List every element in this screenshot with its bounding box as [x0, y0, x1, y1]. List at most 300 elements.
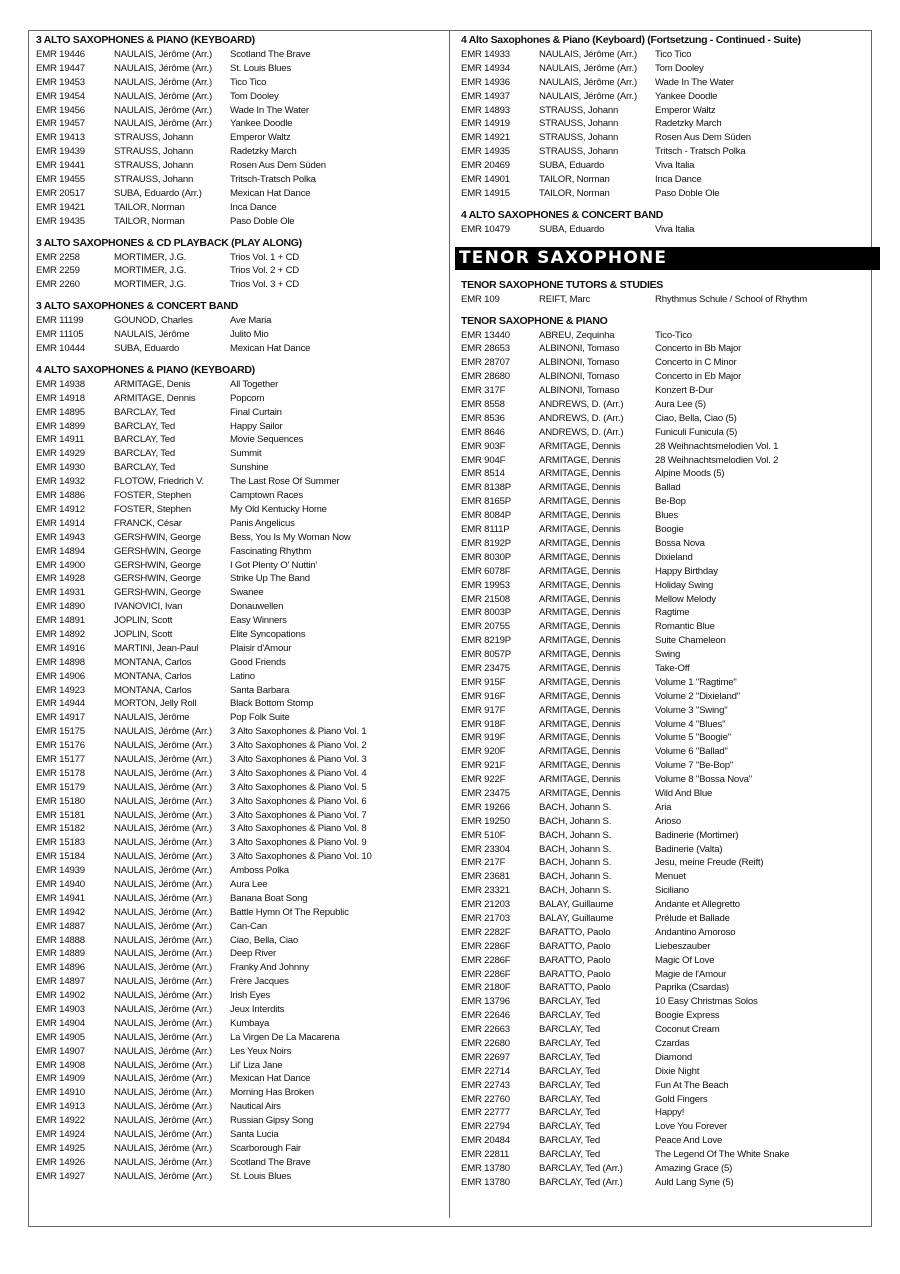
catalog-number: EMR 14903	[36, 1004, 85, 1015]
composer-name: ANDREWS, D. (Arr.)	[539, 412, 624, 424]
catalog-number: EMR 8165P	[461, 496, 511, 508]
catalog-entry	[36, 104, 441, 118]
catalog-entry	[36, 572, 441, 586]
catalog-number: EMR 28653	[461, 343, 510, 355]
piece-title: Viva Italia	[655, 223, 695, 235]
catalog-entry	[461, 1023, 871, 1037]
composer-name: STRAUSS, Johann	[114, 132, 194, 144]
catalog-number: EMR 8084P	[461, 510, 511, 522]
catalog-entry	[36, 947, 441, 961]
catalog-entry	[461, 76, 871, 90]
catalog-entry	[36, 934, 441, 948]
catalog-number: EMR 22811	[461, 1149, 510, 1161]
piece-title: Trios Vol. 1 + CD	[230, 251, 300, 263]
composer-name: ARMITAGE, Dennis	[539, 468, 621, 480]
piece-title: Tom Dooley	[655, 62, 704, 74]
composer-name: FRANCK, César	[114, 517, 182, 529]
piece-title: 3 Alto Saxophones & Piano Vol. 5	[230, 781, 367, 793]
catalog-entry	[461, 1106, 871, 1120]
piece-title: Dixieland	[655, 551, 693, 563]
composer-name: MARTINI, Jean-Paul	[114, 642, 199, 654]
catalog-number: EMR 14897	[36, 976, 85, 988]
catalog-entry	[461, 551, 871, 565]
composer-name: ALBINONI, Tomaso	[539, 343, 620, 355]
catalog-number: EMR 14912	[36, 503, 85, 515]
composer-name: NAULAIS, Jérôme (Arr.)	[114, 753, 212, 765]
piece-title: 3 Alto Saxophones & Piano Vol. 1	[230, 726, 367, 738]
composer-name: NAULAIS, Jérôme (Arr.)	[114, 104, 212, 116]
piece-title: Franky And Johnny	[230, 962, 309, 974]
catalog-number: EMR 11105	[36, 329, 84, 341]
piece-title: Wade In The Water	[230, 104, 309, 116]
piece-title: Trios Vol. 2 + CD	[230, 265, 300, 277]
piece-title: Plaisir d'Amour	[230, 642, 292, 654]
catalog-entry	[36, 1156, 441, 1170]
catalog-number: EMR 14910	[36, 1087, 85, 1099]
composer-name: NAULAIS, Jérôme (Arr.)	[114, 1101, 212, 1113]
catalog-number: EMR 19441	[36, 160, 85, 172]
piece-title: Volume 2 "Dixieland"	[655, 690, 740, 702]
piece-title: Volume 5 "Boogie"	[655, 732, 731, 744]
catalog-entry	[36, 545, 441, 559]
catalog-entry	[36, 173, 441, 187]
catalog-number: EMR 14940	[36, 878, 85, 890]
catalog-number: EMR 915F	[461, 676, 506, 688]
piece-title: Coconut Cream	[655, 1024, 720, 1036]
piece-title: Wade In The Water	[655, 76, 734, 88]
catalog-number: EMR 919F	[461, 732, 506, 744]
piece-title: Camptown Races	[230, 490, 303, 502]
piece-title: Menuet	[655, 871, 686, 883]
catalog-number: EMR 19953	[461, 579, 510, 591]
catalog-entry	[36, 836, 441, 850]
catalog-entry	[461, 131, 871, 145]
catalog-number: EMR 14933	[461, 49, 510, 60]
catalog-number: EMR 22794	[461, 1121, 510, 1133]
catalog-number: EMR 2286F	[461, 940, 511, 952]
catalog-number: EMR 14927	[36, 1170, 85, 1182]
composer-name: ARMITAGE, Dennis	[114, 392, 196, 404]
catalog-number: EMR 8030P	[461, 551, 511, 563]
catalog-entry	[36, 961, 441, 975]
catalog-entry	[36, 1114, 441, 1128]
composer-name: NAULAIS, Jérôme (Arr.)	[114, 781, 212, 793]
piece-title: Ciao, Bella, Ciao (5)	[655, 412, 737, 424]
catalog-number: EMR 8558	[461, 399, 505, 411]
catalog-entry	[461, 981, 871, 995]
catalog-number: EMR 20469	[461, 160, 510, 172]
catalog-number: EMR 19439	[36, 146, 85, 158]
piece-title: Inca Dance	[655, 174, 702, 186]
composer-name: SUBA, Eduardo	[539, 223, 605, 235]
piece-title: Strike Up The Band	[230, 573, 310, 585]
catalog-number: EMR 21508	[461, 593, 510, 605]
composer-name: TAILOR, Norman	[114, 215, 185, 227]
catalog-number: EMR 19435	[36, 215, 85, 227]
composer-name: MORTIMER, J.G.	[114, 265, 187, 277]
catalog-entry	[36, 1045, 441, 1059]
catalog-entry	[461, 606, 871, 620]
composer-name: MONTANA, Carlos	[114, 684, 192, 696]
catalog-entry	[461, 1148, 871, 1162]
catalog-entry	[36, 1128, 441, 1142]
composer-name: NAULAIS, Jérôme (Arr.)	[114, 795, 212, 807]
composer-name: NAULAIS, Jérôme (Arr.)	[539, 76, 637, 88]
catalog-number: EMR 14891	[36, 615, 85, 627]
catalog-number: EMR 22743	[461, 1079, 510, 1091]
composer-name: MONTANA, Carlos	[114, 670, 192, 682]
composer-name: NAULAIS, Jérôme (Arr.)	[114, 878, 212, 890]
catalog-entry	[36, 864, 441, 878]
composer-name: STRAUSS, Johann	[539, 118, 619, 130]
piece-title: Peace And Love	[655, 1135, 723, 1147]
composer-name: ARMITAGE, Dennis	[539, 635, 621, 647]
catalog-entry	[36, 1086, 441, 1100]
piece-title: Julito Mio	[230, 329, 269, 341]
catalog-entry	[36, 850, 441, 864]
tenor-sections	[461, 279, 871, 1190]
piece-title: Deep River	[230, 948, 276, 960]
catalog-number: EMR 15180	[36, 795, 85, 807]
catalog-number: EMR 510F	[461, 829, 506, 841]
catalog-number: EMR 2259	[36, 265, 80, 277]
catalog-number: EMR 19454	[36, 90, 85, 102]
catalog-entry	[461, 1051, 871, 1065]
catalog-entry	[36, 1003, 441, 1017]
catalog-entry	[461, 370, 871, 384]
catalog-entry	[36, 342, 441, 356]
piece-title: Jeux Interdits	[230, 1004, 285, 1015]
catalog-list	[461, 48, 871, 201]
piece-title: Konzert B-Dur	[655, 385, 714, 397]
catalog-number: EMR 14896	[36, 962, 85, 974]
composer-name: NAULAIS, Jérôme	[114, 712, 190, 724]
catalog-entry	[461, 159, 871, 173]
catalog-number: EMR 15178	[36, 767, 85, 779]
composer-name: MORTON, Jelly Roll	[114, 698, 197, 710]
catalog-number: EMR 22680	[461, 1038, 510, 1049]
catalog-entry	[36, 586, 441, 600]
composer-name: JOPLIN, Scott	[114, 628, 173, 640]
composer-name: BARCLAY, Ted	[539, 1135, 601, 1147]
piece-title: Russian Gipsy Song	[230, 1115, 314, 1127]
composer-name: NAULAIS, Jérôme (Arr.)	[114, 809, 212, 821]
catalog-number: EMR 14904	[36, 1017, 85, 1029]
catalog-entry	[36, 920, 441, 934]
piece-title: Lil' Liza Jane	[230, 1059, 283, 1071]
catalog-entry	[461, 1134, 871, 1148]
piece-title: Irish Eyes	[230, 990, 271, 1002]
section-title: 3 ALTO SAXOPHONES & CD PLAYBACK (PLAY ALONG)	[36, 236, 302, 249]
composer-name: SUBA, Eduardo	[114, 343, 180, 355]
catalog-number: EMR 14916	[36, 642, 85, 654]
composer-name: BACH, Johann S.	[539, 829, 612, 841]
catalog-entry	[461, 495, 871, 509]
piece-title: Fascinating Rhythm	[230, 545, 312, 557]
piece-title: Jesu, meine Freude (Reift)	[655, 857, 764, 869]
catalog-entry	[36, 1100, 441, 1114]
catalog-number: EMR 14892	[36, 628, 85, 640]
piece-title: 28 Weihnachtsmelodien Vol. 1	[655, 440, 779, 452]
composer-name: BACH, Johann S.	[539, 843, 612, 855]
piece-title: Aura Lee (5)	[655, 399, 706, 411]
catalog-number: EMR 22646	[461, 1010, 510, 1022]
piece-title: 3 Alto Saxophones & Piano Vol. 9	[230, 837, 367, 849]
catalog-number: EMR 14944	[36, 698, 85, 710]
piece-title: Panis Angelicus	[230, 517, 295, 529]
catalog-entry	[36, 328, 441, 342]
piece-title: Good Friends	[230, 656, 286, 668]
composer-name: NAULAIS, Jérôme (Arr.)	[114, 1129, 212, 1141]
piece-title: Aria	[655, 801, 672, 813]
piece-title: Volume 8 "Bossa Nova"	[655, 774, 753, 786]
catalog-number: EMR 916F	[461, 690, 506, 702]
composer-name: ARMITAGE, Dennis	[539, 718, 621, 730]
catalog-entry	[461, 342, 871, 356]
piece-title: Yankee Doodle	[655, 90, 718, 102]
piece-title: I Got Plenty O' Nuttin'	[230, 559, 318, 571]
catalog-entry	[461, 426, 871, 440]
catalog-number: EMR 14894	[36, 545, 85, 557]
catalog-entry	[36, 461, 441, 475]
catalog-number: EMR 15181	[36, 809, 85, 821]
composer-name: BARCLAY, Ted	[539, 1051, 601, 1063]
catalog-number: EMR 14931	[36, 587, 85, 599]
catalog-number: EMR 22697	[461, 1051, 510, 1063]
catalog-entry	[36, 1072, 441, 1086]
piece-title: Andantino Amoroso	[655, 926, 736, 938]
catalog-number: EMR 2282F	[461, 926, 511, 938]
catalog-number: EMR 14914	[36, 517, 85, 529]
catalog-number: EMR 8111P	[461, 524, 510, 536]
composer-name: STRAUSS, Johann	[539, 104, 619, 116]
catalog-number: EMR 14919	[461, 118, 510, 130]
catalog-list	[36, 48, 441, 229]
composer-name: BACH, Johann S.	[539, 815, 612, 827]
composer-name: ANDREWS, D. (Arr.)	[539, 399, 624, 411]
composer-name: FOSTER, Stephen	[114, 503, 191, 515]
composer-name: ALBINONI, Tomaso	[539, 357, 620, 369]
catalog-entry	[36, 314, 441, 328]
catalog-number: EMR 19456	[36, 104, 85, 116]
piece-title: Badinerie (Valta)	[655, 843, 723, 855]
catalog-entry	[461, 223, 871, 237]
catalog-entry	[461, 593, 871, 607]
catalog-entry	[36, 475, 441, 489]
catalog-number: EMR 14930	[36, 462, 85, 474]
catalog-entry	[461, 412, 871, 426]
piece-title: Arioso	[655, 815, 681, 827]
catalog-entry	[461, 829, 871, 843]
composer-name: TAILOR, Norman	[114, 201, 185, 213]
catalog-number: EMR 8057P	[461, 649, 511, 661]
catalog-entry	[461, 787, 871, 801]
catalog-entry	[36, 420, 441, 434]
composer-name: IVANOVICI, Ivan	[114, 601, 183, 613]
composer-name: ARMITAGE, Dennis	[539, 662, 621, 674]
catalog-entry	[36, 489, 441, 503]
composer-name: BARCLAY, Ted	[539, 1149, 601, 1161]
composer-name: NAULAIS, Jérôme (Arr.)	[114, 90, 212, 102]
composer-name: ARMITAGE, Dennis	[539, 551, 621, 563]
catalog-number: EMR 8003P	[461, 607, 511, 619]
composer-name: BARCLAY, Ted	[539, 1024, 601, 1036]
composer-name: BARCLAY, Ted	[539, 1107, 601, 1119]
composer-name: JOPLIN, Scott	[114, 615, 173, 627]
composer-name: SUBA, Eduardo (Arr.)	[114, 187, 202, 199]
piece-title: Frère Jacques	[230, 976, 289, 988]
catalog-number: EMR 217F	[461, 857, 506, 869]
catalog-entry	[36, 62, 441, 76]
composer-name: ARMITAGE, Dennis	[539, 704, 621, 716]
catalog-entry	[36, 278, 441, 292]
catalog-entry	[36, 187, 441, 201]
composer-name: GERSHWIN, George	[114, 559, 201, 571]
composer-name: NAULAIS, Jérôme (Arr.)	[114, 892, 212, 904]
composer-name: ARMITAGE, Dennis	[539, 454, 621, 466]
piece-title: Battle Hymn Of The Republic	[230, 906, 349, 918]
piece-title: Paprika (Csardas)	[655, 982, 729, 994]
catalog-number: EMR 15179	[36, 781, 85, 793]
composer-name: NAULAIS, Jérôme (Arr.)	[114, 934, 212, 946]
catalog-entry	[461, 579, 871, 593]
catalog-entry	[461, 1093, 871, 1107]
piece-title: Prélude et Ballade	[655, 912, 730, 924]
catalog-entry	[36, 892, 441, 906]
composer-name: BACH, Johann S.	[539, 857, 612, 869]
catalog-entry	[36, 822, 441, 836]
composer-name: NAULAIS, Jérôme (Arr.)	[114, 920, 212, 932]
piece-title: Rosen Aus Dem Süden	[230, 160, 326, 172]
catalog-number: EMR 15183	[36, 837, 85, 849]
catalog-number: EMR 28680	[461, 371, 510, 383]
composer-name: NAULAIS, Jérôme (Arr.)	[114, 962, 212, 974]
catalog-number: EMR 14899	[36, 420, 85, 432]
catalog-entry	[36, 517, 441, 531]
composer-name: NAULAIS, Jérôme (Arr.)	[114, 865, 212, 877]
catalog-number: EMR 19266	[461, 801, 510, 813]
piece-title: Mexican Hat Dance	[230, 343, 311, 355]
catalog-entry	[461, 926, 871, 940]
composer-name: ALBINONI, Tomaso	[539, 371, 620, 383]
section-title: 4 ALTO SAXOPHONES & PIANO (KEYBOARD)	[36, 363, 255, 376]
catalog-number: EMR 8219P	[461, 635, 511, 647]
composer-name: NAULAIS, Jérôme (Arr.)	[114, 1031, 212, 1043]
piece-title: Holiday Swing	[655, 579, 714, 591]
piece-title: Rhythmus Schule / School of Rhythm	[655, 293, 808, 305]
piece-title: Swanee	[230, 587, 264, 599]
composer-name: ANDREWS, D. (Arr.)	[539, 426, 624, 438]
piece-title: Auld Lang Syne (5)	[655, 1176, 734, 1188]
piece-title: Liebeszauber	[655, 940, 711, 952]
catalog-entry	[461, 384, 871, 398]
piece-title: All Together	[230, 378, 279, 390]
composer-name: BARCLAY, Ted	[539, 1093, 601, 1105]
column-divider	[449, 30, 450, 1218]
composer-name: ARMITAGE, Dennis	[539, 593, 621, 605]
catalog-entry	[36, 117, 441, 131]
catalog-number: EMR 28707	[461, 357, 510, 369]
catalog-number: EMR 14893	[461, 104, 510, 116]
catalog-entry	[36, 76, 441, 90]
catalog-number: EMR 19250	[461, 815, 510, 827]
catalog-number: EMR 14898	[36, 656, 85, 668]
catalog-number: EMR 22777	[461, 1107, 510, 1119]
catalog-number: EMR 8192P	[461, 537, 511, 549]
catalog-number: EMR 14900	[36, 559, 85, 571]
composer-name: NAULAIS, Jérôme (Arr.)	[114, 906, 212, 918]
catalog-entry	[36, 378, 441, 392]
composer-name: NAULAIS, Jérôme (Arr.)	[114, 976, 212, 988]
catalog-entry	[461, 537, 871, 551]
piece-title: Andante et Allegretto	[655, 899, 740, 911]
piece-title: Happy!	[655, 1107, 685, 1119]
catalog-entry	[461, 801, 871, 815]
composer-name: MONTANA, Carlos	[114, 656, 192, 668]
composer-name: BACH, Johann S.	[539, 871, 612, 883]
catalog-entry	[461, 356, 871, 370]
catalog-entry	[461, 870, 871, 884]
catalog-number: EMR 15175	[36, 726, 85, 738]
composer-name: NAULAIS, Jérôme (Arr.)	[114, 1004, 212, 1015]
piece-title: Yankee Doodle	[230, 118, 293, 130]
catalog-entry	[461, 1065, 871, 1079]
composer-name: ARMITAGE, Dennis	[539, 524, 621, 536]
piece-title: Black Bottom Stomp	[230, 698, 314, 710]
right-top-sections	[461, 34, 871, 237]
piece-title: St. Louis Blues	[230, 62, 291, 74]
composer-name: NAULAIS, Jérôme (Arr.)	[539, 90, 637, 102]
piece-title: St. Louis Blues	[230, 1170, 291, 1182]
composer-name: NAULAIS, Jérôme (Arr.)	[114, 851, 212, 863]
piece-title: Mexican Hat Dance	[230, 1073, 311, 1085]
catalog-number: EMR 14932	[36, 476, 85, 488]
composer-name: STRAUSS, Johann	[114, 146, 194, 158]
catalog-entry	[461, 995, 871, 1009]
catalog-number: EMR 14935	[461, 146, 510, 158]
section-title: TENOR SAXOPHONE & PIANO	[461, 314, 608, 327]
catalog-number: EMR 19455	[36, 174, 85, 186]
catalog-entry	[461, 634, 871, 648]
catalog-number: EMR 14929	[36, 448, 85, 460]
catalog-entry	[36, 1031, 441, 1045]
piece-title: Volume 4 "Blues"	[655, 718, 726, 730]
piece-title: Volume 1 "Ragtime"	[655, 676, 737, 688]
catalog-entry	[36, 264, 441, 278]
piece-title: Movie Sequences	[230, 434, 304, 446]
piece-title: Romantic Blue	[655, 621, 715, 633]
catalog-number: EMR 2286F	[461, 954, 511, 966]
piece-title: Concerto in C Minor	[655, 357, 737, 369]
catalog-entry	[461, 898, 871, 912]
catalog-number: EMR 21203	[461, 899, 510, 911]
piece-title: Viva Italia	[655, 160, 695, 172]
composer-name: BARCLAY, Ted	[539, 1065, 601, 1077]
piece-title: Easy Winners	[230, 615, 287, 627]
piece-title: Nautical Airs	[230, 1101, 281, 1113]
composer-name: ARMITAGE, Dennis	[539, 565, 621, 577]
catalog-number: EMR 109	[461, 293, 500, 305]
catalog-number: EMR 317F	[461, 385, 506, 397]
piece-title: Badinerie (Mortimer)	[655, 829, 739, 841]
composer-name: ARMITAGE, Dennis	[539, 787, 621, 799]
piece-title: Kumbaya	[230, 1017, 270, 1029]
catalog-entry	[36, 795, 441, 809]
catalog-entry	[461, 884, 871, 898]
composer-name: ARMITAGE, Dennis	[539, 649, 621, 661]
catalog-number: EMR 14918	[36, 392, 85, 404]
left-column	[36, 34, 441, 1184]
